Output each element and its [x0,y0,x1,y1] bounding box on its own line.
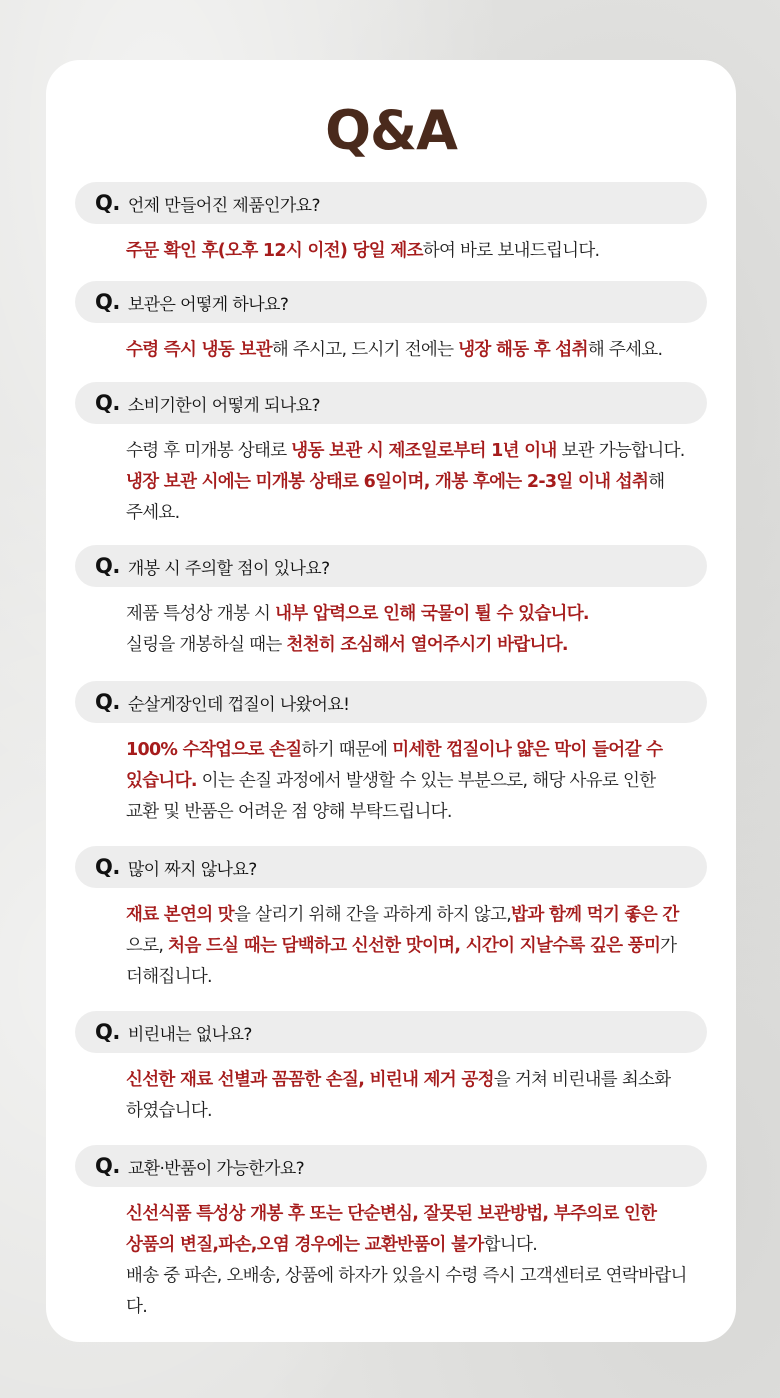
answer-segment: 을 거쳐 비린내를 최소화 [493,1070,671,1090]
answer-line [126,498,693,529]
page-title: Q&A [325,99,457,162]
question-text: 개봉 시 주의할 점이 있나요? [127,558,330,579]
question-mark: Q. [95,391,120,415]
answer-line [126,1065,693,1096]
question-text: 보관은 어떻게 하나요? [127,294,289,315]
answer-line [126,236,693,267]
answer-line [126,900,693,931]
answer-segment: 으로, [126,936,169,956]
answer-segment: 해 주시고, 드시기 전에는 [271,340,459,360]
answer-segment: 보관 가능합니다. [556,441,685,461]
question-bar [75,1145,707,1187]
answer-line [126,467,693,498]
answer-line [126,436,693,467]
answer-line [126,797,693,828]
answer-text [75,735,707,828]
answer-line [126,1199,693,1230]
answer-segment: 합니다. [483,1235,538,1255]
qa-item [75,545,707,661]
answer-line [126,1096,693,1127]
qa-list [75,182,707,1323]
question-bar [75,545,707,587]
answer-line [126,630,693,661]
answer-segment: 해 [648,472,665,492]
answer-segment: 가 [660,936,677,956]
question-mark: Q. [95,191,120,215]
answer-text [75,599,707,661]
answer-line [126,1261,693,1323]
answer-segment: 제품 특성상 개봉 시 [126,604,276,624]
qa-card [46,60,736,1342]
question-bar [75,1011,707,1053]
answer-segment: 배송 중 파손, 오배송, 상품에 하자가 있을시 수령 즉시 고객센터로 연락바랍니다. [126,1266,687,1317]
answer-text [75,236,707,267]
qa-item [75,846,707,993]
answer-highlight: 있습니다. [126,771,197,791]
answer-highlight: 냉장 보관 시에는 미개봉 상태로 6일이며, 개봉 후에는 2-3일 이내 섭취 [126,472,649,492]
answer-highlight: 냉장 해동 후 섭취 [458,340,588,360]
answer-segment: 을 살리기 위해 간을 과하게 하지 않고, [234,905,512,925]
answer-highlight: 재료 본연의 맛 [126,905,235,925]
question-mark: Q. [95,690,120,714]
answer-text [75,436,707,529]
answer-highlight: 내부 압력으로 인해 국물이 튈 수 있습니다. [275,604,589,624]
question-text: 많이 짜지 않나요? [127,859,257,880]
answer-highlight: 신선식품 특성상 개봉 후 또는 단순변심, 잘못된 보관방법, 부주의로 인한 [126,1204,657,1224]
answer-segment: 더해집니다. [126,967,212,987]
answer-text [75,1199,707,1323]
answer-line [126,735,693,766]
question-text: 교환·반품이 가능한가요? [127,1158,305,1179]
question-mark: Q. [95,1154,120,1178]
question-mark: Q. [95,855,120,879]
question-text: 언제 만들어진 제품인가요? [127,195,320,216]
qa-item [75,1145,707,1323]
answer-segment: 주세요. [126,503,180,523]
answer-segment: 하여 바로 보내드립니다. [422,241,600,261]
qa-item [75,281,707,366]
answer-highlight: 신선한 재료 선별과 꼼꼼한 손질, 비린내 제거 공정 [126,1070,494,1090]
answer-line [126,599,693,630]
answer-line [126,1230,693,1261]
answer-segment: 수령 후 미개봉 상태로 [126,441,292,461]
question-bar [75,281,707,323]
question-text: 비린내는 없나요? [127,1024,252,1045]
answer-highlight: 천천히 조심해서 열어주시기 바랍니다. [286,635,568,655]
answer-highlight: 수령 즉시 냉동 보관 [126,340,272,360]
question-text: 소비기한이 어떻게 되나요? [127,395,320,416]
answer-highlight: 밥과 함께 먹기 좋은 간 [511,905,679,925]
answer-highlight: 상품의 변질,파손,오염 경우에는 교환반품이 불가 [126,1235,484,1255]
answer-line [126,335,693,366]
answer-segment: 교환 및 반품은 어려운 점 양해 부탁드립니다. [126,802,452,822]
answer-text [75,900,707,993]
answer-highlight: 주문 확인 후(오후 12시 이전) 당일 제조 [126,241,423,261]
question-text: 순살게장인데 껍질이 나왔어요! [127,694,350,715]
question-bar [75,182,707,224]
question-bar [75,382,707,424]
qa-item [75,382,707,529]
answer-line [126,766,693,797]
answer-text [75,335,707,366]
answer-text [75,1065,707,1127]
answer-highlight: 냉동 보관 시 제조일로부터 1년 이내 [291,441,557,461]
question-mark: Q. [95,554,120,578]
question-bar [75,846,707,888]
answer-segment: 하기 때문에 [301,740,393,760]
answer-highlight: 처음 드실 때는 담백하고 신선한 맛이며, 시간이 지날수록 깊은 풍미 [168,936,661,956]
answer-highlight: 100% 수작업으로 손질 [126,740,302,760]
question-mark: Q. [95,290,120,314]
answer-line [126,931,693,962]
answer-segment: 하였습니다. [126,1101,212,1121]
question-bar [75,681,707,723]
answer-segment: 해 주세요. [587,340,663,360]
answer-segment: 이는 손질 과정에서 발생할 수 있는 부분으로, 해당 사유로 인한 [196,771,656,791]
question-mark: Q. [95,1020,120,1044]
answer-highlight: 미세한 껍질이나 얇은 막이 들어갈 수 [392,740,663,760]
answer-segment: 실링을 개봉하실 때는 [126,635,287,655]
qa-item [75,1011,707,1127]
qa-item [75,681,707,828]
answer-line [126,962,693,993]
qa-item [75,182,707,267]
